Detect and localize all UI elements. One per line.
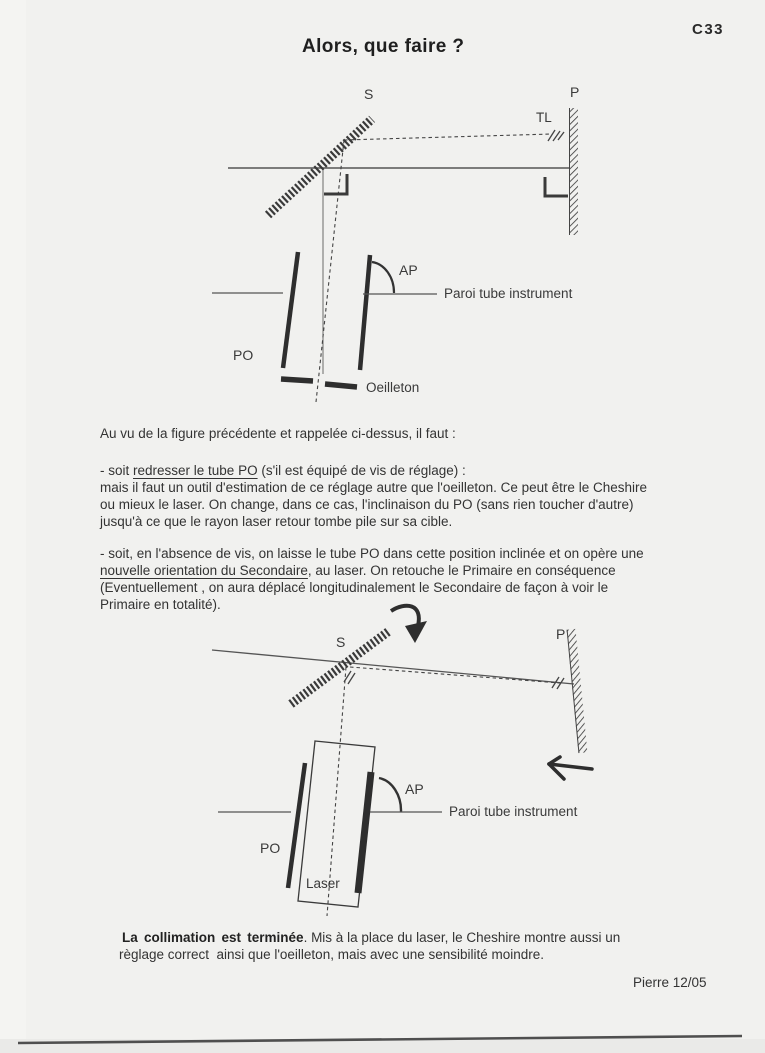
bullet2-paragraph	[100, 545, 644, 613]
fig1-ap-label: AP	[399, 262, 418, 278]
fig2-laser-label: Laser	[306, 876, 340, 891]
fig1-right-angle-mark-s	[324, 174, 347, 194]
figure1-optical-diagram	[212, 108, 578, 402]
page-title: Alors, que faire ?	[302, 36, 465, 57]
signature: Pierre 12/05	[633, 975, 707, 990]
fig1-secondary-mirror	[268, 119, 372, 215]
conclusion-rest: . Mis à la place du laser, le Cheshire montre aussi un	[303, 930, 621, 945]
bullet2-underlined: nouvelle orientation du Secondaire	[100, 563, 308, 578]
fig1-oeilleton-right	[325, 384, 357, 387]
bullet2-line3: (Eventuellement , on aura déplacé longitudinalement le Secondaire de façon à voir le	[100, 580, 609, 595]
fig2-tilt-arrow	[549, 757, 592, 779]
conclusion-line1	[122, 929, 620, 946]
conclusion-paragraph	[119, 929, 621, 963]
bullet1-line2: mais il faut un outil d'estimation de ce réglage autre que l'oeilleton. Ce peut être le Cheshire	[100, 480, 647, 495]
bullet1-line3: ou mieux le laser. On change, dans ce cas, l'inclinaison du PO (sans rien toucher d'autre)	[100, 497, 634, 512]
fig1-oeilleton-label: Oeilleton	[366, 380, 420, 395]
conclusion-bold: La collimation est terminée	[122, 930, 304, 945]
fig1-po-label: PO	[233, 347, 254, 363]
fig1-laser-beam-up	[316, 140, 344, 402]
fig2-paroi-label: Paroi tube instrument	[449, 804, 578, 819]
fig2-laser-beam-to-primary	[350, 667, 560, 683]
fig1-secondary-label: S	[364, 86, 374, 102]
fig2-tube-top-line	[212, 650, 574, 684]
bullet1-underlined: redresser le tube PO	[133, 463, 258, 478]
fig2-ap-angle-arc	[379, 778, 401, 812]
fig1-laser-beam-to-tl	[344, 134, 552, 140]
bullet1-paragraph	[100, 462, 647, 530]
bullet2-line1: - soit, en l'absence de vis, on laisse le tube PO dans cette position inclinée et on opère une	[100, 546, 644, 561]
fig1-primary-label: P	[570, 84, 580, 100]
fig1-right-angle-mark-p	[545, 177, 568, 196]
fig1-ap-angle-arc	[372, 262, 394, 293]
fig2-primary-label: P	[556, 626, 566, 642]
bullet1-post: (s'il est équipé de vis de réglage) :	[257, 463, 466, 478]
fig2-secondary-label: S	[336, 634, 346, 650]
fig1-tl-arrowhead	[548, 130, 564, 141]
fig1-oeilleton-left	[281, 379, 313, 381]
conclusion-line2: règlage correct ainsi que l'oeilleton, mais avec une sensibilité moindre.	[119, 947, 545, 962]
bullet1-line1	[100, 462, 647, 479]
fig1-po-tube-right-wall	[360, 255, 370, 370]
bullet2-line2	[100, 562, 644, 579]
intro-paragraph	[100, 425, 456, 442]
fig2-primary-mirror	[567, 629, 588, 753]
fig1-tl-label: TL	[536, 110, 552, 125]
bullet1-pre: - soit	[100, 463, 134, 478]
bullet1-line4: jusqu'à ce que le rayon laser retour tombe pile sur sa cible.	[100, 514, 453, 529]
fig1-paroi-label: Paroi tube instrument	[444, 286, 573, 301]
figure2-optical-diagram	[212, 606, 592, 916]
intro-line: Au vu de la figure précédente et rappelée ci-dessus, il faut :	[100, 426, 456, 441]
bullet2-line2-post: , au laser. On retouche le Primaire en conséquence	[307, 563, 616, 578]
page-code: C33	[692, 21, 725, 38]
fig1-po-tube-left-wall	[283, 252, 298, 368]
fig2-ap-label: AP	[405, 781, 424, 797]
fig2-po-label: PO	[260, 840, 281, 856]
fig2-beam-ticks-at-s	[344, 671, 355, 684]
fig1-primary-mirror	[569, 108, 578, 235]
scan-page-edge-line	[18, 1036, 742, 1043]
bullet2-line4: Primaire en totalité).	[100, 597, 221, 612]
